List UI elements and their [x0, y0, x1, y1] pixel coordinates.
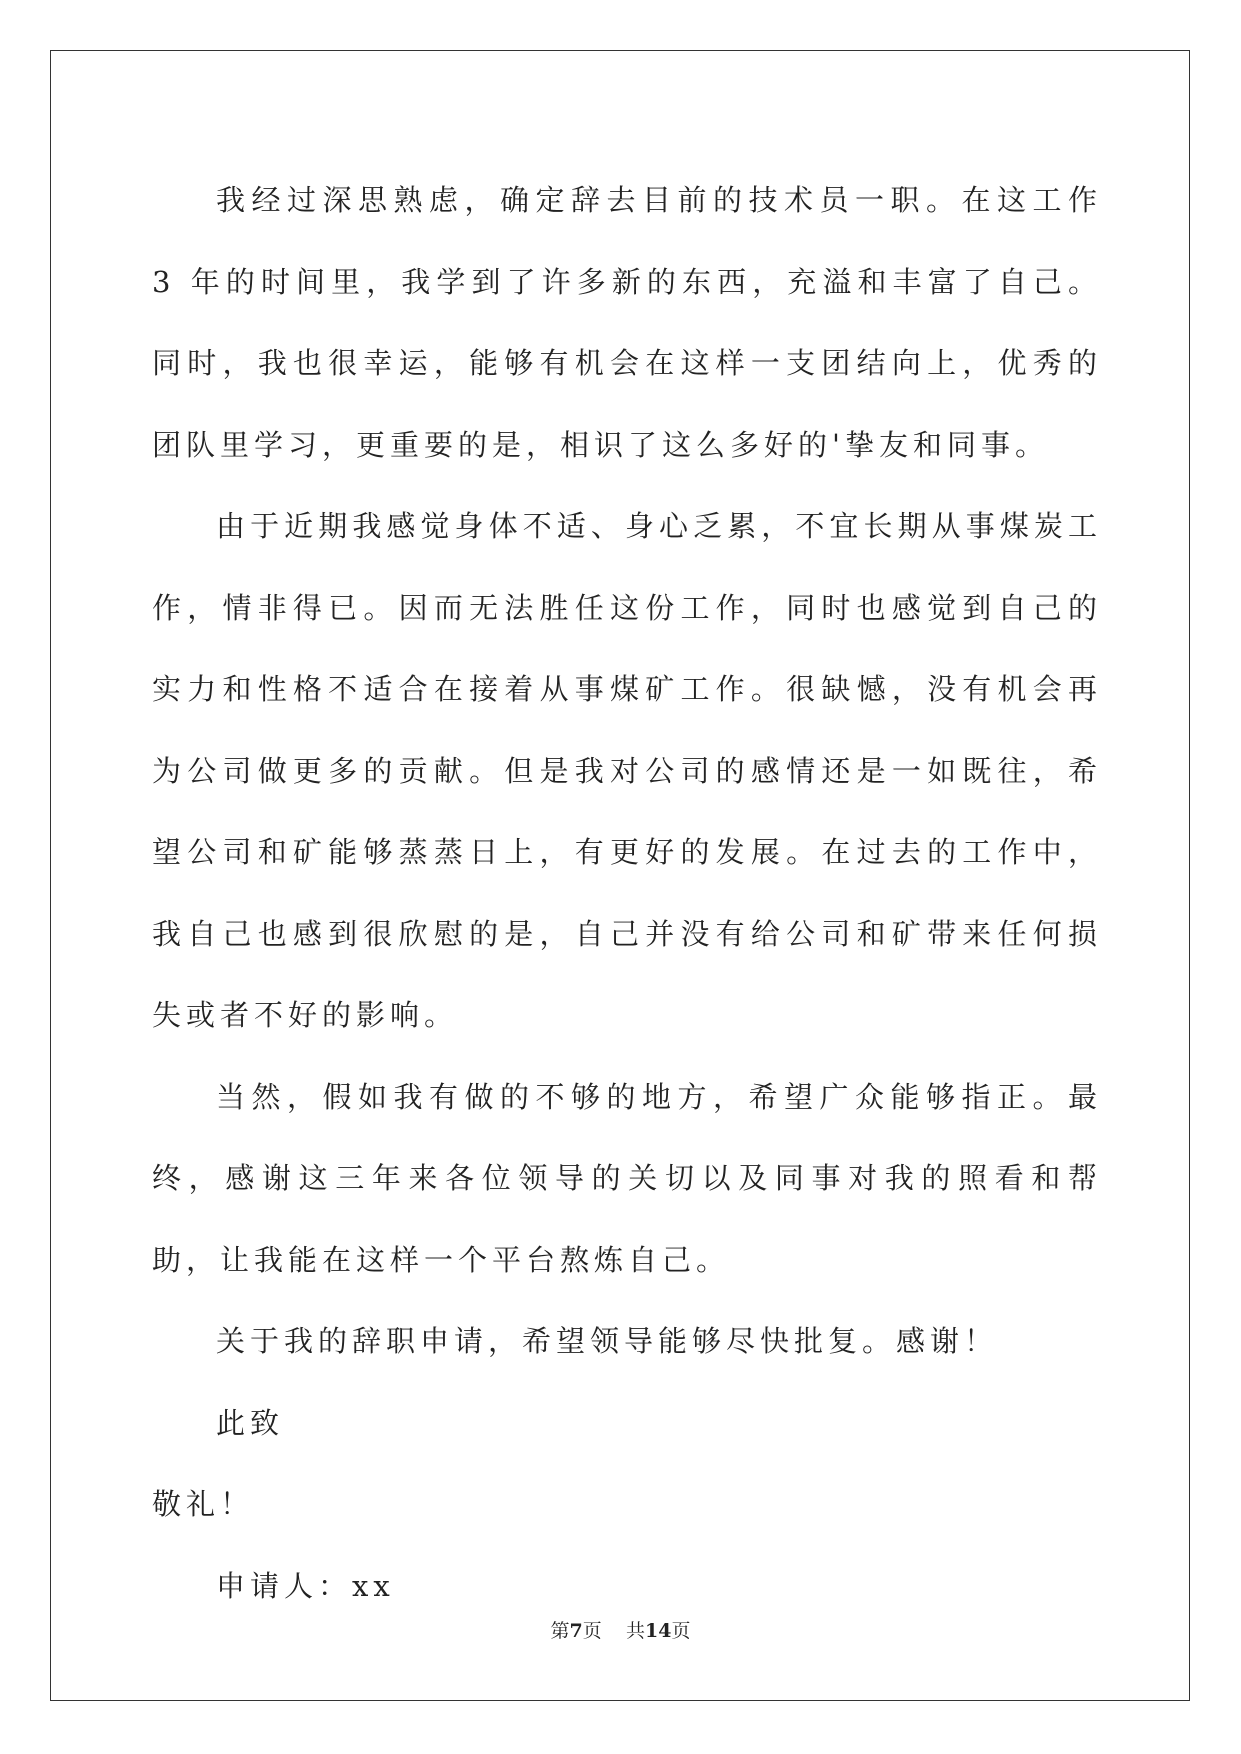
paragraph-1: 我经过深思熟虑，确定辞去目前的技术员一职。在这工作 3 年的时间里，我学到了许多新的东西，充溢和丰富了自己。同时，我也很幸运，能够有机会在这样一支团结向上，优秀的团队里学习，更重要的是，相识了这么多好的'挚友和同事。 [152, 183, 1102, 462]
salutation-line: 敬礼！ [152, 1487, 255, 1521]
letter-body [152, 160, 1102, 1627]
closing-line: 此致 [216, 1405, 285, 1440]
footer-total-suffix: 页 [671, 1620, 691, 1642]
paragraph-4: 关于我的辞职申请，希望领导能够尽快批复。感谢！ [216, 1324, 999, 1358]
paragraph-3: 当然，假如我有做的不够的地方，希望广众能够指正。最终，感谢这三年来各位领导的关切以及同事对我的照看和帮助，让我能在这样一个平台熬炼自己。 [152, 1079, 1102, 1277]
footer-page-suffix: 页 [582, 1620, 602, 1642]
footer-total-prefix: 共 [625, 1620, 645, 1642]
page-footer [0, 1616, 1241, 1643]
total-page-count: 14 [644, 1620, 672, 1642]
paragraph-2: 由于近期我感觉身体不适、身心乏累，不宜长期从事煤炭工作，情非得已。因而无法胜任这份工作，同时也感觉到自己的实力和性格不适合在接着从事煤矿工作。很缺憾，没有机会再为公司做更多的贡献。但是我对公司的感情还是一如既往，希望公司和矿能够蒸蒸日上，有更好的发展。在过去的工作中，我自己也感到很欣慰的是，自己并没有给公司和矿带来任何损失或者不好的影响。 [152, 509, 1102, 1032]
footer-prefix: 第 [550, 1620, 570, 1642]
current-page-number: 7 [569, 1620, 583, 1642]
applicant-line: 申请人：xx [216, 1568, 395, 1603]
